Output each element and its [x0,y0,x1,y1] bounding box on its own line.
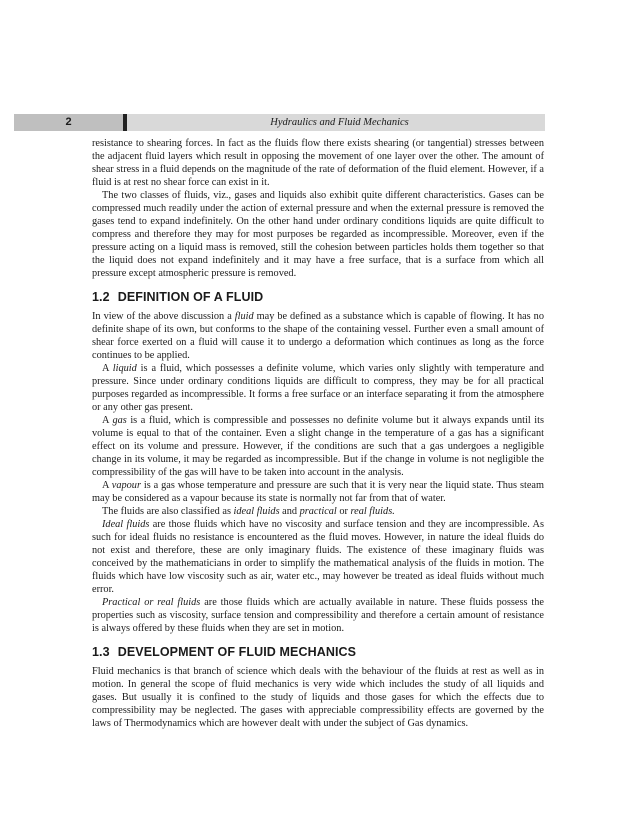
paragraph: A liquid is a fluid, which possesses a definite volume, which varies only slightly with temperature and pressure. Since under ordinary conditions liquids are difficult to compress, they may be for all practical purposes regarded as incompressible. It forms a free surface or an interface separating it from the atmosphere or any other gas present. [92,363,544,413]
paragraph: Fluid mechanics is that branch of science which deals with the behaviour of the fluids at rest as well as in motion. In general the scope of fluid mechanics is very wide which includes the study of all liquids and gases. But usually it is confined to the study of liquids and those gases for which the effects due to compressibility may be neglected. The gases with appreciable compressibility effects are governed by the laws of Thermodynamics which are however dealt with under the subject of Gas dynamics. [92,666,544,729]
section-heading: 1.3 DEVELOPMENT OF FLUID MECHANICS [92,645,357,659]
paragraph: Practical or real fluids are those fluids which are actually available in nature. These fluids possess the properties such as viscosity, surface tension and compressibility and therefore a certain amount of resistance is always offered by these fluids when they are set in motion. [92,597,544,634]
paragraph: A vapour is a gas whose temperature and pressure are such that it is very near the liquid state. Thus steam may be considered as a vapour because its state is normally not far from that of water. [92,480,544,504]
running-header [14,114,545,131]
paragraph: Ideal fluids are those fluids which have no viscosity and surface tension and they are incompressible. As such for ideal fluids no resistance is encountered as the fluid moves. However, in nature the ideal fluids do not exist and therefore, these are only imaginary fluids. The existence of these imaginary fluids was conceived by the mathematicians in order to simplify the mathematical analysis of the fluids in motion. The fluids which have low viscosity such as air, water etc., may however be treated as ideal fluids without much error. [92,519,545,595]
running-title: Hydraulics and Fluid Mechanics [270,117,409,128]
paragraph: The two classes of fluids, viz., gases and liquids also exhibit quite different characteristics. Gases can be compressed much readily under the action of external pressure and when the external pressure is removed the gases tend to expand indefinitely. On the other hand under ordinary conditions liquids are quite difficult to compress and therefore they may for most purposes be regarded as incompressible. Moreover, even if the pressure acting on a liquid mass is removed, still the cohesion between particles holds them together so that the liquid does not expand indefinitely and it may have a free surface, that is a surface from which all pressure except atmospheric pressure is removed. [92,190,544,279]
paragraph: In view of the above discussion a fluid may be defined as a substance which is capable of flowing. It has no definite shape of its own, but conforms to the shape of the containing vessel. Further even a small amount of shear force exerted on a fluid will cause it to undergo a deformation which continues as long as the force continues to be applied. [92,311,544,361]
page-body [92,137,544,730]
paragraph: A gas is a fluid, which is compressible and possesses no definite volume but it always expands until its volume is equal to that of the container. Even a slight change in the temperature of a gas has a significant effect on its volume and pressure. However, if the conditions are such that a gas undergoes a negligible change in its volume, it may be regarded as incompressible. But if the change in volume is not negligible the compressibility of the gas will have to be taken into account in the analysis. [92,415,544,478]
paragraph: resistance to shearing forces. In fact as the fluids flow there exists shearing (or tangential) stresses between the adjacent fluid layers which result in opposing the movement of one layer over the other. The amount of shear stress in a fluid depends on the magnitude of the rate of deformation of the fluid element. However, if a fluid is at rest no shear force can exist in it. [92,138,544,188]
paragraph: The fluids are also classified as ideal fluids and practical or real fluids. [102,506,395,517]
section-heading: 1.2 DEFINITION OF A FLUID [92,290,264,304]
page-number: 2 [14,114,127,131]
